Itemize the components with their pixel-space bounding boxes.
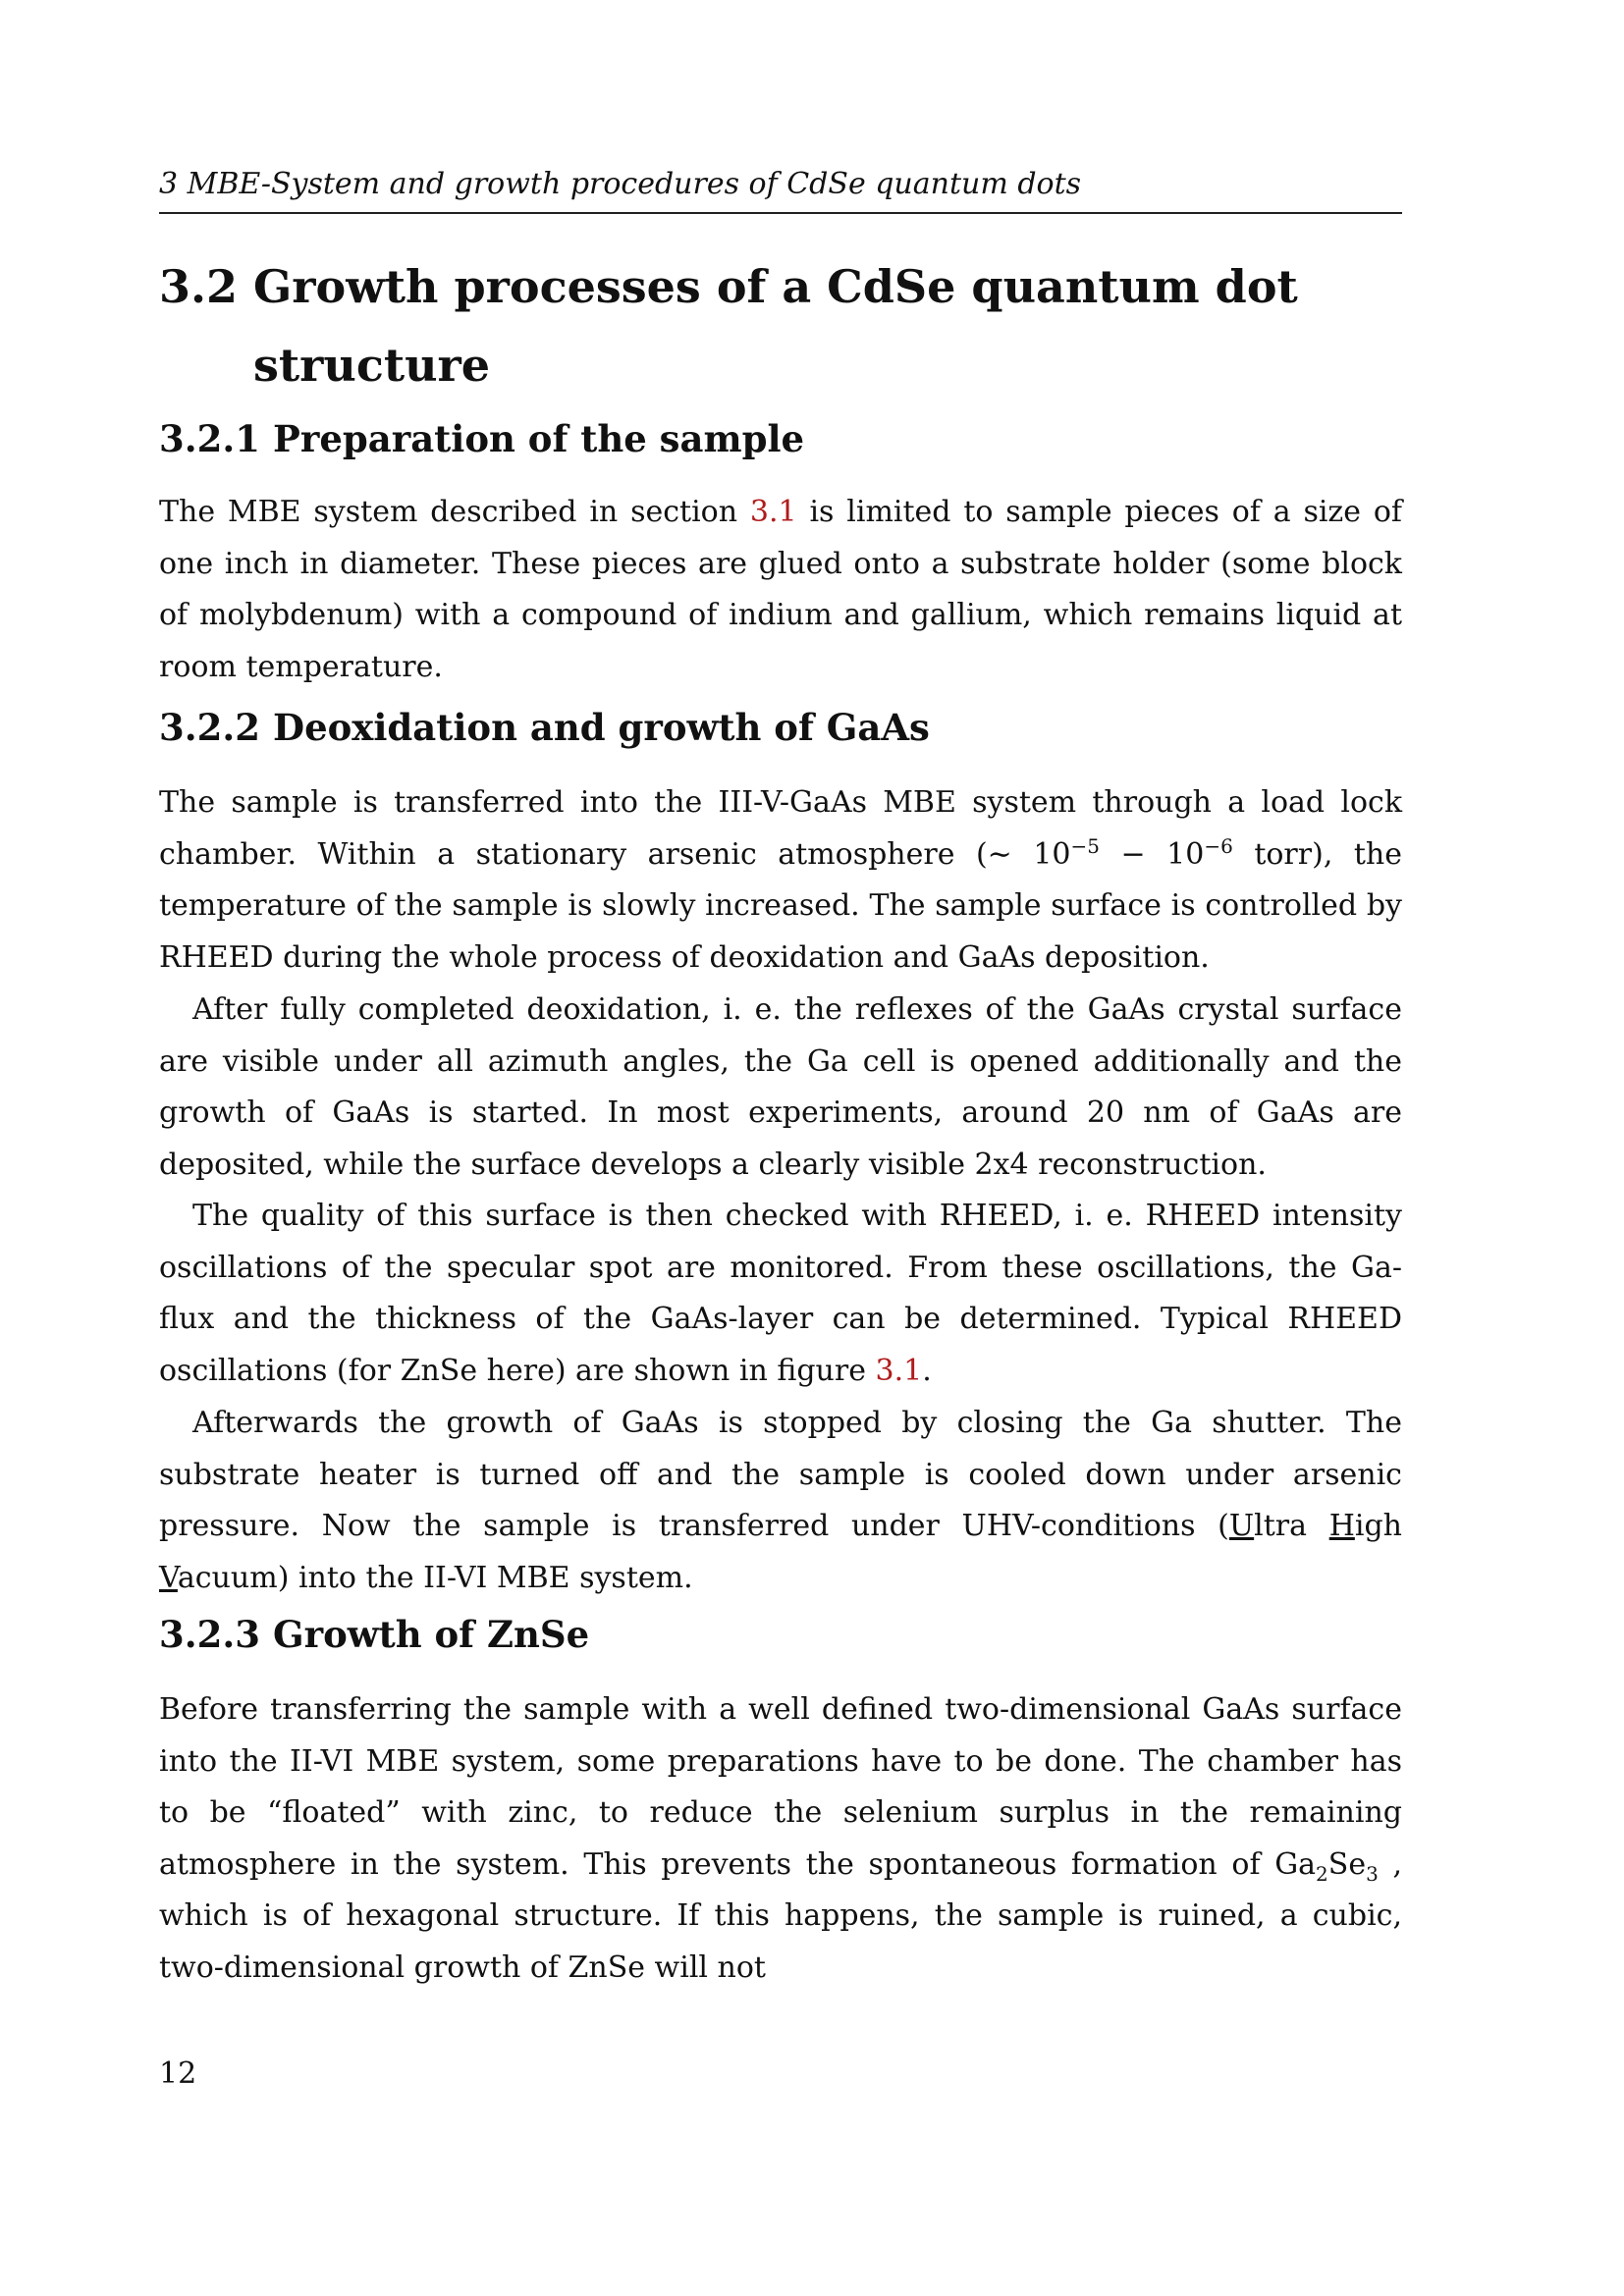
paragraph-3-2-2-3: [159, 1191, 1402, 1397]
subsection-number: 3.2.3: [159, 1613, 260, 1656]
text-run: .: [922, 1353, 932, 1388]
text-run: is limited to sample pieces of a size of one inch in diameter. These pieces are glued onto a substrate holder (some block of molybdenum) with a compound of indium and gallium, which remains liquid at room temperature.: [159, 495, 1402, 684]
subsection-heading-3-2-3: [159, 1610, 1402, 1659]
text-run: Afterwards the growth of GaAs is stopped by closing the Ga shutter. The substrate heater is turned off and the sample is cooled down under arsenic pressure. Now the sample is transferred under UHV-conditions (: [159, 1406, 1402, 1544]
subsection-title: Deoxidation and growth of GaAs: [273, 706, 930, 749]
running-header: 3 MBE-System and growth procedures of CdSe quantum dots: [159, 165, 1402, 214]
subscript: 2: [1316, 1861, 1328, 1886]
text-run: The sample is transferred into the III-V-GaAs MBE system through a load lock chamber. Within a stationary arsenic atmosphere (∼ 10: [159, 785, 1402, 872]
formula-se: Se: [1327, 1846, 1367, 1882]
subsection-heading-3-2-1: [159, 414, 1402, 463]
text-run: acuum) into the II-VI MBE system.: [177, 1560, 693, 1595]
paragraph-3-2-1-1: [159, 487, 1402, 693]
formula-ga: Ga: [1274, 1846, 1317, 1882]
text-run: igh: [1354, 1509, 1402, 1544]
exponent: −5: [1070, 833, 1100, 858]
underlined-initial: H: [1328, 1509, 1355, 1544]
subsection-title: Preparation of the sample: [273, 417, 805, 460]
subscript: 3: [1366, 1861, 1379, 1886]
underlined-initial: U: [1228, 1509, 1255, 1544]
page-number: 12: [159, 2056, 197, 2091]
section-heading: [159, 247, 1402, 404]
text-run: The quality of this surface is then checked with RHEED, i. e. RHEED intensity oscillations of the specular spot are monitored. From these oscillations, the Ga-flux and the thickness of the GaAs-layer can be determined. Typical RHEED oscillations (for ZnSe here) are shown in figure: [159, 1199, 1402, 1388]
text-run: The MBE system described in section: [159, 495, 750, 529]
section-reference-link[interactable]: 3.1: [749, 495, 797, 529]
text-run: ltra: [1254, 1509, 1329, 1544]
exponent: −6: [1204, 833, 1233, 858]
text-run: − 10: [1100, 836, 1205, 872]
underlined-initial: V: [159, 1560, 178, 1595]
paragraph-3-2-2-4: [159, 1398, 1402, 1604]
text-run: torr), the temperature of the sample is slowly increased. The sample surface is controlled by RHEED during the whole process of deoxidation and GaAs deposition.: [159, 836, 1402, 975]
subsection-heading-3-2-2: [159, 703, 1402, 752]
text-run: , which is of hexagonal structure. If this happens, the sample is ruined, a cubic, two-dimensional growth of ZnSe will not: [159, 1846, 1402, 1985]
subsection-title: Growth of ZnSe: [273, 1613, 590, 1656]
text-run: Before transferring the sample with a well defined two-dimensional GaAs surface into the II-VI MBE system, some preparations have to be done. The chamber has to be “floated” with zinc, to reduce the selenium surplus in the remaining atmosphere in the system. This prevents the spontaneous formation of: [159, 1692, 1402, 1882]
paragraph-3-2-2-1: [159, 777, 1402, 984]
section-title-line2: structure: [253, 339, 491, 392]
paragraph-3-2-3-1: [159, 1684, 1402, 1995]
section-number: 3.2: [159, 260, 239, 313]
figure-reference-link[interactable]: 3.1: [875, 1353, 923, 1388]
paragraph-3-2-2-2: After fully completed deoxidation, i. e. the reflexes of the GaAs crystal surface are visible under all azimuth angles, the Ga cell is opened additionally and the growth of GaAs is started. In most experiments, around 20 nm of GaAs are deposited, while the surface develops a clearly visible 2x4 reconstruction.: [159, 992, 1402, 1182]
subsection-number: 3.2.2: [159, 706, 260, 749]
subsection-number: 3.2.1: [159, 417, 260, 460]
section-title-line1: Growth processes of a CdSe quantum dot: [253, 260, 1298, 313]
